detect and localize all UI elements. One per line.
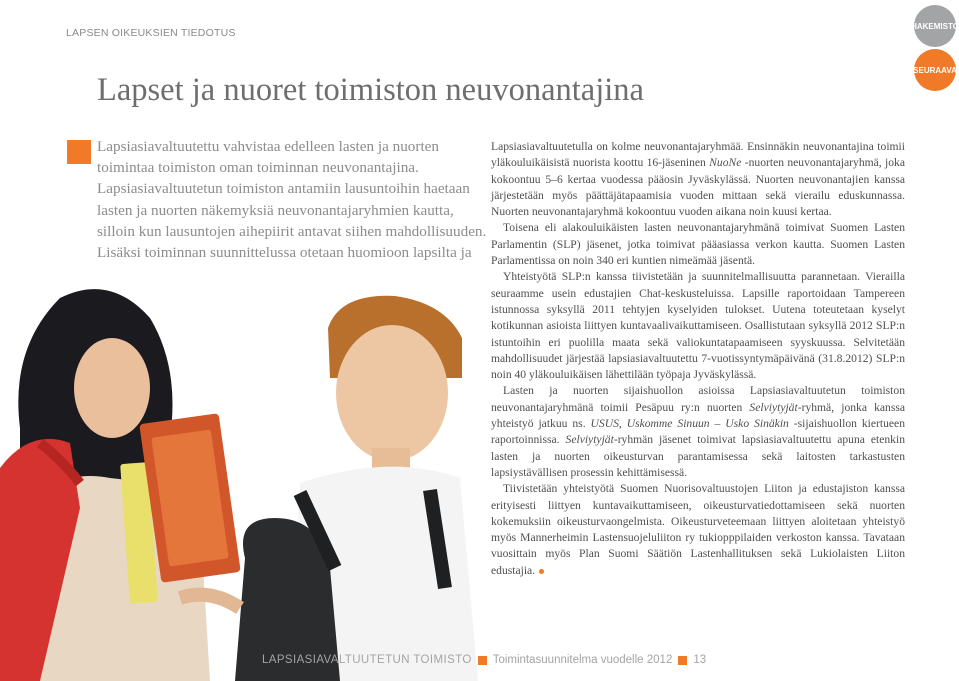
footer-org: LAPSIASIAVALTUUTETUN TOIMISTO (262, 654, 472, 666)
page-title: Lapset ja nuoret toimiston neuvonantajina (97, 72, 644, 108)
body-paragraph-1: Lapsiasiavaltuutetulla on kolme neuvonantajaryhmää. Ensinnäkin neuvonantajina toimii yläkouluikäisistä nuorista koottu 16-jäseninen NuoNe -nuorten neuvonantajaryhmä, joka kokoontuu 5–6 kertaa vuodessa pääosin Jyväskylässä. Nuorten neuvonantajien kanssa järjestetään myös päättäjätapaamisia vuoden mittaan sekä vierailu eduskunnassa. Nuorten neuvonantajaryhmä kokoontuu vuoden aikana noin kuusi kertaa. (491, 140, 905, 219)
body-paragraph-4: Lasten ja nuorten sijaishuollon asioissa Lapsiasiavaltuutetun toimiston neuvonantajaryhmänä toimii Pesäpuu ry:n nuorten Selviytyjät-ryhmä, jonka kanssa yhteistyö jatkuu ns. USUS, Uskomme Sinuun – Usko Sinäkin -sijaishuollon kiertueen raportoinnissa. Selviytyjät-ryhmän jäsenet toimivat lapsiasiavaltuutettu apuna etenkin lasten ja nuorten oikeusturvan parantamisessa sekä laitosten tarkastusten lapsiystävällisen prosessin kehittämisessä. (491, 384, 906, 479)
body-paragraph-2: Toisena eli alakouluikäisten lasten neuvonantajaryhmänä toimivat Suomen Lasten Parlamentin (SLP) jäsenet, jotka toimivat pääasiassa verkon kautta. Suomen Lasten Parlamentissa on noin 340 eri kuntien nimeämää jäsentä. (491, 221, 905, 268)
section-label: LAPSEN OIKEUKSIEN TIEDOTUS (66, 27, 236, 39)
page-footer (262, 654, 706, 666)
body-text (491, 139, 905, 579)
footer-separator (478, 656, 487, 665)
index-button[interactable]: HAKEMISTO (914, 5, 956, 47)
end-mark (539, 569, 544, 574)
lead-marker (67, 140, 91, 164)
next-page-button[interactable]: SEURAAVA (914, 49, 956, 91)
footer-publication: Toimintasuunnitelma vuodelle 2012 (492, 654, 673, 666)
boy-face (336, 325, 448, 461)
body-paragraph-3: Yhteistyötä SLP:n kanssa tiivistetään ja suunnitelmallisuutta parannetaan. Vierailla seuraamme usein edustajien Chat-keskusteluissa. Lapsille raportoidaan Tampereen istunnossa syksyllä 2011 tehtyjen kyselyiden tulokset. Uutena toteutetaan kyselyt kotikunnan asioista liittyen kuntavaalivaikuttamiseen. Osallistutaan syksyllä 2012 SLP:n istuntoihin eri puolilla maata sekä valiokuntatapaamiseen syyskuussa. Selvitetään mahdollisuudet järjestää lapsiasiavaltuutettu 7-vuotissyntymäpäivänä (31.8.2012) SLP:n noin 40 yläkouluikäisen lähettilään työpaja Jyväskylässä. (491, 270, 905, 382)
body-paragraph-5: Tiivistetään yhteistyötä Suomen Nuorisovaltuustojen Liiton ja edustajiston kanssa erityisesti liittyen kuntavaikuttamiseen, oikeusturvatiedottamiseen sekä nuorten kokemuksiin oikeusturvaongelmista. Oikeusturveteemaan liittyen aloitetaan yhteistyö myös Mannerheimin Lastensuojeluliiton ry tukiopppilaiden verkoston kanssa. Tavataan vuosittain myös Plan Suomi Säätiön Lastenhallituksen sekä Lukiolaisten Liiton edustajia. (491, 482, 905, 577)
page-number: 13 (693, 654, 707, 666)
children-photo (0, 268, 478, 681)
footer-separator (678, 656, 687, 665)
lead-paragraph: Lapsiasiavaltuutettu vahvistaa edelleen lasten ja nuorten toimintaa toimiston oman toiminnan neuvonantajina. Lapsiasiavaltuutetun toimiston antamiin lausuntoihin haetaan lasten ja nuorten näkemyksiä neuvonantajaryhmien kautta, silloin kun lausuntojen aihepiirit antavat siihen mahdollisuuden. Lisäksi toiminnan suunnittelussa otetaan huomioon lapsilta ja (97, 138, 487, 262)
girl-face (74, 338, 150, 438)
